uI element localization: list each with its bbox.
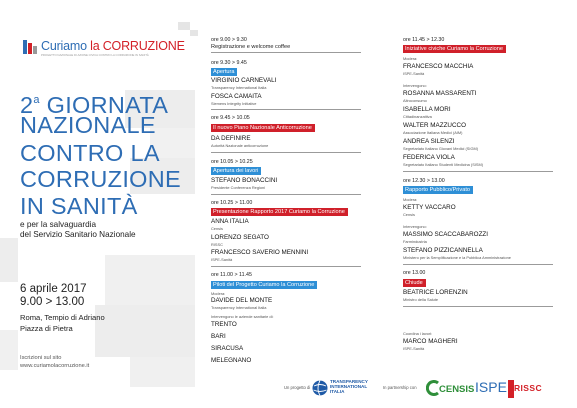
speaker-name: STEFANO PIZZICANNELLA bbox=[403, 247, 483, 254]
section-piloti: Piloti del Progetto Curiamo la Corruzione bbox=[211, 281, 317, 289]
speaker-name: ISABELLA MORI bbox=[403, 106, 451, 113]
divider bbox=[211, 109, 361, 110]
azienda-name: MELEGNANO bbox=[211, 357, 252, 364]
speaker-affiliation: Segretariato Italiano Giovani Medici (SIGM) bbox=[403, 146, 479, 151]
partnership-label: In partnership con bbox=[383, 385, 417, 390]
title-line-1: 2$^a$ GIORNATA bbox=[20, 92, 169, 118]
speaker-name: VIRGINIO CARNEVALI bbox=[211, 77, 277, 84]
section-pubblico-privato: Rapporto Pubblico/Privato bbox=[403, 186, 473, 194]
section-apertura-lavori: Apertura dei lavori bbox=[211, 167, 261, 175]
speaker-affiliation: Associazione Italiana Medici (AIM) bbox=[403, 130, 463, 135]
speaker-affiliation: Ministero per la Semplificazione e la Pubblica Amministrazione bbox=[403, 255, 511, 260]
time-slot: ore 10.05 > 10.25 bbox=[211, 159, 253, 165]
speaker-name: WALTER MAZZUCCO bbox=[403, 122, 466, 129]
speaker-affiliation: ISPE-Sanità bbox=[211, 257, 233, 262]
time-slot: ore 12.30 > 13.00 bbox=[403, 178, 445, 184]
event-venue: Roma, Tempio di Adriano bbox=[20, 313, 105, 322]
subtitle-2: del Servizio Sanitario Nazionale bbox=[20, 230, 136, 239]
ispe-logo: ISPE bbox=[475, 379, 507, 395]
title-line-5: IN SANITÀ bbox=[20, 193, 138, 219]
registration-link[interactable]: www.curiamolacorruzione.it bbox=[20, 363, 90, 369]
coordinator-label: Coordina i lavori: bbox=[403, 331, 433, 336]
speaker-name: FEDERICA VIOLA bbox=[403, 154, 455, 161]
rissc-logo: RISSC bbox=[514, 383, 542, 393]
interventions-label: Intervengono le aziende sanitarie di: bbox=[211, 314, 274, 319]
speaker-affiliation: Altroconsumo bbox=[403, 98, 427, 103]
time-slot: ore 13.00 bbox=[403, 270, 426, 276]
speaker-name: KETTY VACCARO bbox=[403, 204, 456, 211]
speaker-name: MARCO MAGHERI bbox=[403, 338, 458, 345]
interventions-label: Intervengono: bbox=[403, 83, 427, 88]
time-slot: ore 9.00 > 9.30 bbox=[211, 37, 247, 43]
section-piano-anticorruzione: Il nuovo Piano Nazionale Anticorruzione bbox=[211, 124, 315, 132]
speaker-affiliation: Siemens Integrity Initiative bbox=[211, 101, 257, 106]
azienda-name: TRENTO bbox=[211, 321, 237, 328]
speaker-affiliation: Autorità Nazionale anticorruzione bbox=[211, 143, 269, 148]
globe-icon bbox=[312, 380, 328, 396]
speaker-name: LORENZO SEGATO bbox=[211, 234, 269, 241]
divider bbox=[403, 306, 553, 307]
azienda-name: SIRACUSA bbox=[211, 345, 244, 352]
time-slot: ore 11.45 > 12.30 bbox=[403, 37, 445, 43]
speaker-name: BEATRICE LORENZIN bbox=[403, 289, 468, 296]
speaker-name: ANNA ITALIA bbox=[211, 218, 249, 225]
section-chiude: Chiude bbox=[403, 279, 426, 287]
speaker-name: FRANCESCO SAVERIO MENNINI bbox=[211, 249, 309, 256]
divider bbox=[403, 171, 553, 172]
speaker-name: ROSANNA MASSARENTI bbox=[403, 90, 477, 97]
logo-mark-icon bbox=[23, 40, 37, 54]
divider bbox=[211, 152, 361, 153]
logo bbox=[23, 37, 203, 59]
speaker-name: STEFANO BONACCINI bbox=[211, 177, 278, 184]
divider bbox=[211, 266, 361, 267]
speaker-affiliation: Presidente Conferenza Regioni bbox=[211, 185, 266, 190]
divider bbox=[211, 52, 361, 53]
logo-text: Curiamo la CORRUZIONE bbox=[41, 39, 185, 53]
project-label: Un progetto di bbox=[284, 385, 311, 390]
transparency-logo: TRANSPARENCY INTERNATIONAL ITALIA bbox=[312, 377, 376, 399]
event-date: 6 aprile 2017 9.00 > 13.00 bbox=[20, 283, 87, 308]
moderator-label: Modera: bbox=[403, 197, 418, 202]
time-slot: ore 9.30 > 9.45 bbox=[211, 60, 247, 66]
speaker-affiliation: Farmindustria bbox=[403, 239, 427, 244]
speaker-name: DAVIDE DEL MONTE bbox=[211, 297, 273, 304]
speaker-affiliation: Transparency International Italia bbox=[211, 305, 267, 310]
moderator-label: Modera: bbox=[403, 56, 418, 61]
time-slot: ore 11.00 > 11.45 bbox=[211, 272, 252, 278]
moderator-label: Modera: bbox=[211, 291, 226, 296]
title-line-3: CONTRO LA bbox=[20, 140, 160, 166]
agenda-item: Registrazione e welcome coffee bbox=[211, 44, 291, 50]
section-apertura: Apertura bbox=[211, 68, 237, 76]
logo-tagline: PROGETTO NAZIONALE DI AZIONE CIVICA CONTRO LA CORRUZIONE IN SANITÀ bbox=[41, 53, 149, 57]
speaker-affiliation: RISSC bbox=[211, 242, 223, 247]
divider bbox=[403, 264, 553, 265]
divider bbox=[211, 194, 361, 195]
section-iniziative-civiche: Iniziative civiche Curiamo la Corruzione bbox=[403, 45, 506, 53]
registration: Iscrizioni sul sito www.curiamolacorruzione.it bbox=[20, 355, 90, 369]
speaker-affiliation: Censis bbox=[211, 226, 223, 231]
speaker-affiliation: Cittadinanzattiva bbox=[403, 114, 432, 119]
speaker-name: ANDREA SILENZI bbox=[403, 138, 455, 145]
section-presentazione-rapporto: Presentazione Rapporto 2017 Curiamo la Corruzione bbox=[211, 208, 348, 216]
speaker-affiliation: ISPE-Sanità bbox=[403, 346, 425, 351]
speaker-affiliation: Segretariato Italiano Studenti Medicina (SISM) bbox=[403, 162, 484, 167]
interventions-label: Intervengono: bbox=[403, 224, 427, 229]
azienda-name: BARI bbox=[211, 333, 226, 340]
time-slot: ore 10.25 > 11.00 bbox=[211, 200, 253, 206]
speaker-affiliation: ISPE-Sanità bbox=[403, 71, 425, 76]
speaker-name: DA DEFINIRE bbox=[211, 135, 251, 142]
time-slot: ore 9.45 > 10.05 bbox=[211, 115, 250, 121]
speaker-affiliation: Ministro della Salute bbox=[403, 297, 439, 302]
speaker-name: FOSCA CAMAITA bbox=[211, 93, 262, 100]
title-line-4: CORRUZIONE bbox=[20, 166, 181, 192]
title-line-2: NAZIONALE bbox=[20, 112, 156, 138]
speaker-affiliation: Transparency International Italia bbox=[211, 85, 267, 90]
speaker-affiliation: Censis bbox=[403, 212, 415, 217]
censis-logo: CENSIS bbox=[426, 379, 466, 399]
subtitle-1: e per la salvaguardia bbox=[20, 220, 97, 229]
censis-c-icon bbox=[426, 380, 440, 396]
speaker-name: MASSIMO SCACCABAROZZI bbox=[403, 231, 489, 238]
speaker-name: FRANCESCO MACCHIA bbox=[403, 63, 474, 70]
event-address: Piazza di Pietra bbox=[20, 324, 73, 333]
